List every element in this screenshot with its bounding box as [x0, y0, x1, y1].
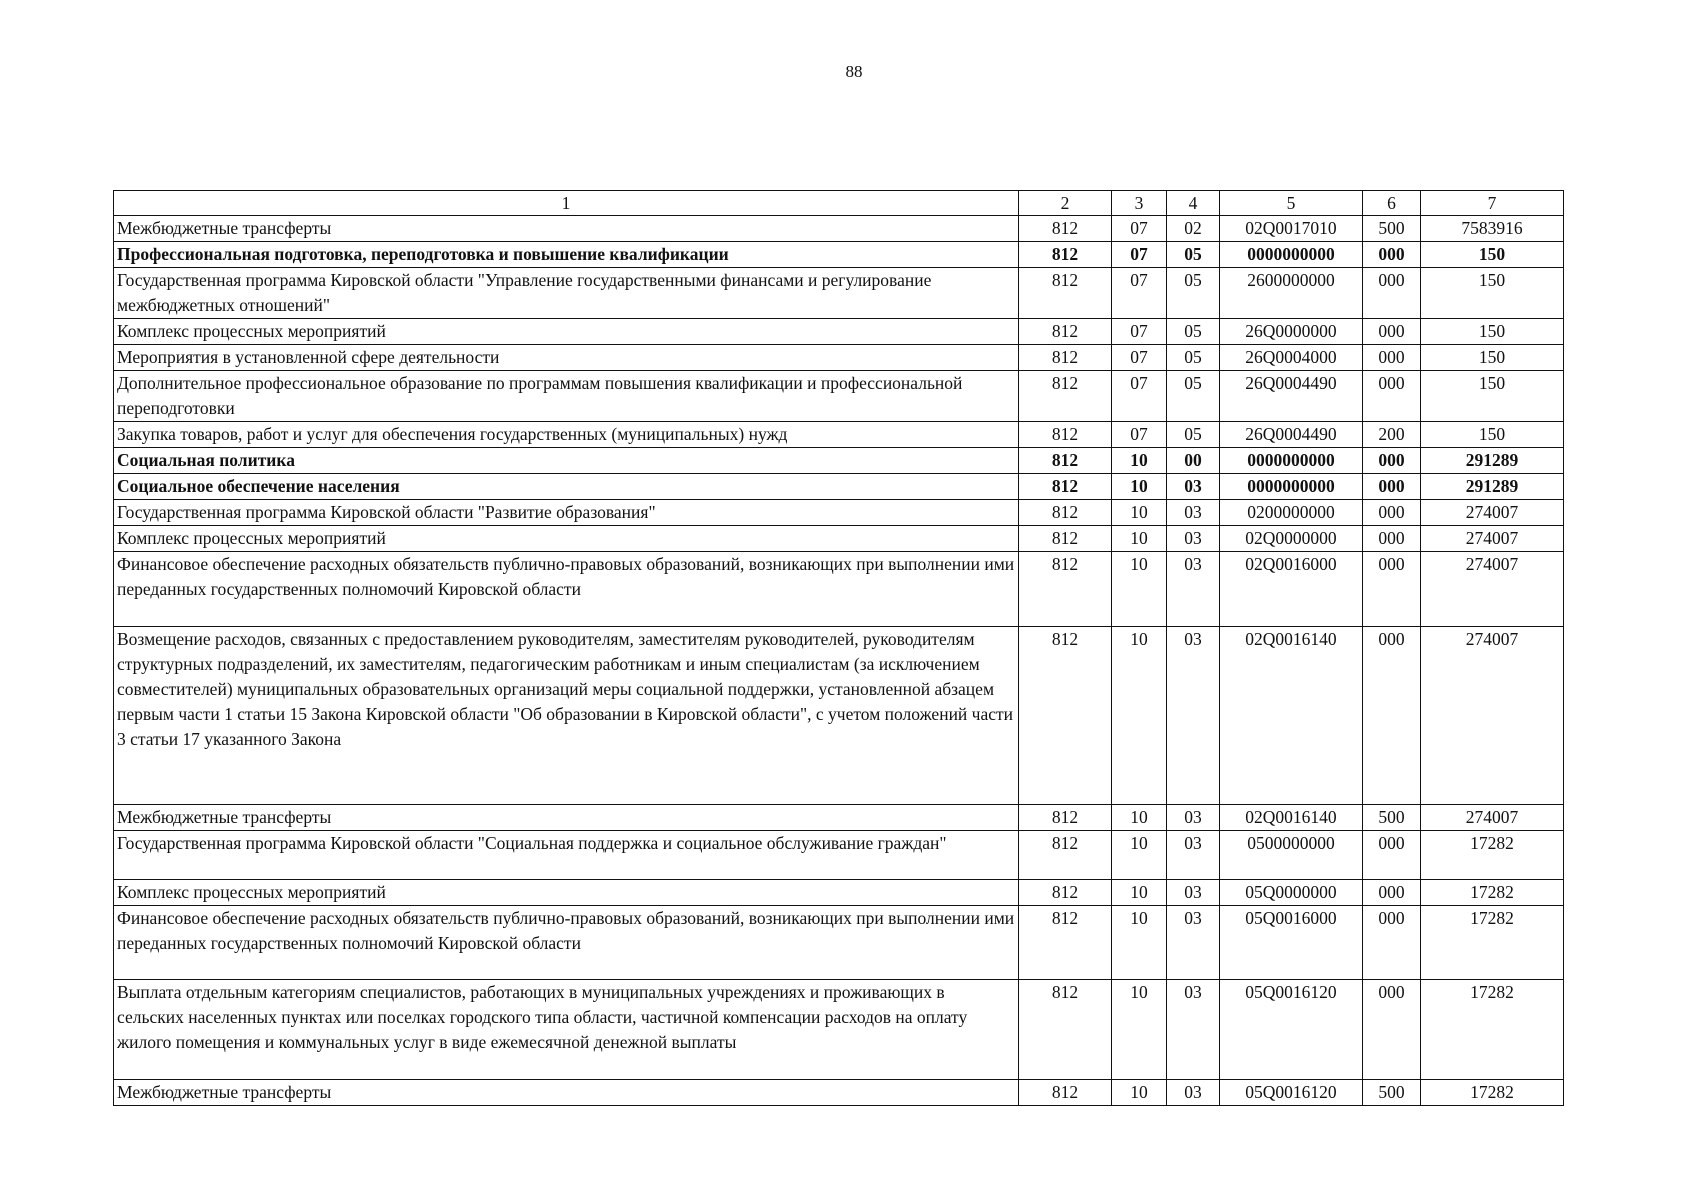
row-code-5-cell: 02Q0016000 — [1220, 552, 1363, 627]
row-code-2-cell: 812 — [1019, 345, 1112, 371]
row-code-5-cell: 05Q0016120 — [1220, 980, 1363, 1080]
row-code-4-cell: 05 — [1167, 371, 1220, 422]
row-code-5-cell: 26Q0000000 — [1220, 319, 1363, 345]
row-name-cell: Государственная программа Кировской области "Управление государственными финансами и регулирование межбюджетных отношений" — [114, 268, 1019, 319]
table-row — [114, 474, 1564, 500]
table-row — [114, 319, 1564, 345]
row-code-6-cell: 000 — [1363, 980, 1421, 1080]
row-code-4-cell: 03 — [1167, 474, 1220, 500]
row-code-2-cell: 812 — [1019, 831, 1112, 880]
row-name-cell: Комплекс процессных мероприятий — [114, 880, 1019, 906]
row-code-3-cell: 10 — [1112, 980, 1167, 1080]
row-code-3-cell: 10 — [1112, 805, 1167, 831]
header-col-1: 1 — [114, 191, 1019, 216]
row-code-3-cell: 07 — [1112, 422, 1167, 448]
row-amount-cell: 274007 — [1421, 500, 1564, 526]
row-code-3-cell: 07 — [1112, 242, 1167, 268]
row-code-6-cell: 000 — [1363, 371, 1421, 422]
row-code-6-cell: 500 — [1363, 1080, 1421, 1106]
row-name-cell: Дополнительное профессиональное образование по программам повышения квалификации и профессиональной переподготовки — [114, 371, 1019, 422]
row-amount-cell: 274007 — [1421, 627, 1564, 805]
row-code-5-cell: 02Q0016140 — [1220, 627, 1363, 805]
row-code-2-cell: 812 — [1019, 448, 1112, 474]
row-code-4-cell: 00 — [1167, 448, 1220, 474]
row-name-cell: Комплекс процессных мероприятий — [114, 319, 1019, 345]
row-code-2-cell: 812 — [1019, 880, 1112, 906]
table-row — [114, 906, 1564, 980]
row-code-4-cell: 03 — [1167, 500, 1220, 526]
row-code-3-cell: 07 — [1112, 345, 1167, 371]
row-code-6-cell: 200 — [1363, 422, 1421, 448]
row-code-3-cell: 07 — [1112, 319, 1167, 345]
row-name-cell: Комплекс процессных мероприятий — [114, 526, 1019, 552]
row-code-2-cell: 812 — [1019, 242, 1112, 268]
table-row — [114, 880, 1564, 906]
table-row — [114, 345, 1564, 371]
row-amount-cell: 17282 — [1421, 906, 1564, 980]
table-row — [114, 500, 1564, 526]
row-code-3-cell: 10 — [1112, 448, 1167, 474]
row-code-3-cell: 10 — [1112, 831, 1167, 880]
row-amount-cell: 150 — [1421, 422, 1564, 448]
row-name-cell: Мероприятия в установленной сфере деятельности — [114, 345, 1019, 371]
row-code-6-cell: 000 — [1363, 268, 1421, 319]
row-name-cell: Возмещение расходов, связанных с предоставлением руководителям, заместителям руководителей, руководителям структурных подразделений, их заместителям, педагогическим работникам и иным специалистам (за исключением совместителей) муниципальных образовательных организаций меры социальной поддержки, установленной абзацем первым части 1 статьи 15 Закона Кировской области "Об образовании в Кировской области", с учетом положений части 3 статьи 17 указанного Закона — [114, 627, 1019, 805]
row-name-cell: Социальная политика — [114, 448, 1019, 474]
row-code-6-cell: 000 — [1363, 474, 1421, 500]
row-code-3-cell: 10 — [1112, 1080, 1167, 1106]
row-code-5-cell: 05Q0016120 — [1220, 1080, 1363, 1106]
row-code-6-cell: 000 — [1363, 627, 1421, 805]
row-code-5-cell: 05Q0016000 — [1220, 906, 1363, 980]
row-amount-cell: 291289 — [1421, 474, 1564, 500]
table-row — [114, 805, 1564, 831]
row-code-2-cell: 812 — [1019, 371, 1112, 422]
row-code-5-cell: 0500000000 — [1220, 831, 1363, 880]
row-name-cell: Межбюджетные трансферты — [114, 1080, 1019, 1106]
row-amount-cell: 150 — [1421, 345, 1564, 371]
row-code-4-cell: 03 — [1167, 906, 1220, 980]
row-code-4-cell: 03 — [1167, 980, 1220, 1080]
row-name-cell: Межбюджетные трансферты — [114, 805, 1019, 831]
row-code-4-cell: 05 — [1167, 268, 1220, 319]
row-code-6-cell: 000 — [1363, 345, 1421, 371]
table-row — [114, 980, 1564, 1080]
header-col-6: 6 — [1363, 191, 1421, 216]
row-code-6-cell: 000 — [1363, 242, 1421, 268]
row-code-6-cell: 000 — [1363, 880, 1421, 906]
row-code-3-cell: 10 — [1112, 552, 1167, 627]
row-code-3-cell: 10 — [1112, 526, 1167, 552]
row-code-5-cell: 0200000000 — [1220, 500, 1363, 526]
row-name-cell: Государственная программа Кировской области "Социальная поддержка и социальное обслуживание граждан" — [114, 831, 1019, 880]
row-name-cell: Социальное обеспечение населения — [114, 474, 1019, 500]
row-amount-cell: 150 — [1421, 319, 1564, 345]
row-amount-cell: 274007 — [1421, 552, 1564, 627]
row-code-6-cell: 500 — [1363, 216, 1421, 242]
row-amount-cell: 291289 — [1421, 448, 1564, 474]
row-name-cell: Государственная программа Кировской области "Развитие образования" — [114, 500, 1019, 526]
table-row — [114, 627, 1564, 805]
table-row — [114, 1080, 1564, 1106]
row-code-5-cell: 02Q0000000 — [1220, 526, 1363, 552]
row-code-5-cell: 26Q0004490 — [1220, 371, 1363, 422]
row-code-2-cell: 812 — [1019, 980, 1112, 1080]
header-col-2: 2 — [1019, 191, 1112, 216]
row-code-4-cell: 03 — [1167, 526, 1220, 552]
row-code-4-cell: 03 — [1167, 1080, 1220, 1106]
row-code-4-cell: 03 — [1167, 831, 1220, 880]
table-row — [114, 422, 1564, 448]
row-code-3-cell: 07 — [1112, 268, 1167, 319]
header-col-3: 3 — [1112, 191, 1167, 216]
row-code-2-cell: 812 — [1019, 627, 1112, 805]
row-name-cell: Финансовое обеспечение расходных обязательств публично-правовых образований, возникающих при выполнении ими переданных государственных полномочий Кировской области — [114, 906, 1019, 980]
row-code-4-cell: 03 — [1167, 627, 1220, 805]
row-amount-cell: 17282 — [1421, 880, 1564, 906]
row-code-3-cell: 10 — [1112, 627, 1167, 805]
table-row — [114, 216, 1564, 242]
row-code-2-cell: 812 — [1019, 552, 1112, 627]
row-code-5-cell: 0000000000 — [1220, 474, 1363, 500]
row-code-6-cell: 000 — [1363, 319, 1421, 345]
table-row — [114, 831, 1564, 880]
table-row — [114, 552, 1564, 627]
row-code-6-cell: 000 — [1363, 552, 1421, 627]
row-code-6-cell: 000 — [1363, 500, 1421, 526]
row-name-cell: Выплата отдельным категориям специалистов, работающих в муниципальных учреждениях и проживающих в сельских населенных пунктах или поселках городского типа области, частичной компенсации расходов на оплату жилого помещения и коммунальных услуг в виде ежемесячной денежной выплаты — [114, 980, 1019, 1080]
row-amount-cell: 17282 — [1421, 1080, 1564, 1106]
row-code-5-cell: 0000000000 — [1220, 448, 1363, 474]
row-code-5-cell: 02Q0017010 — [1220, 216, 1363, 242]
row-amount-cell: 150 — [1421, 268, 1564, 319]
row-code-4-cell: 05 — [1167, 242, 1220, 268]
row-code-2-cell: 812 — [1019, 319, 1112, 345]
row-code-6-cell: 000 — [1363, 526, 1421, 552]
table-row — [114, 242, 1564, 268]
row-code-6-cell: 000 — [1363, 831, 1421, 880]
row-code-2-cell: 812 — [1019, 422, 1112, 448]
header-col-5: 5 — [1220, 191, 1363, 216]
row-code-6-cell: 000 — [1363, 448, 1421, 474]
row-code-3-cell: 07 — [1112, 371, 1167, 422]
row-code-4-cell: 03 — [1167, 552, 1220, 627]
row-code-4-cell: 05 — [1167, 345, 1220, 371]
row-code-5-cell: 26Q0004490 — [1220, 422, 1363, 448]
row-code-4-cell: 05 — [1167, 422, 1220, 448]
row-code-6-cell: 500 — [1363, 805, 1421, 831]
table-row — [114, 448, 1564, 474]
row-code-4-cell: 05 — [1167, 319, 1220, 345]
row-code-2-cell: 812 — [1019, 268, 1112, 319]
row-code-5-cell: 02Q0016140 — [1220, 805, 1363, 831]
row-code-2-cell: 812 — [1019, 500, 1112, 526]
row-amount-cell: 274007 — [1421, 526, 1564, 552]
budget-table — [113, 190, 1564, 1106]
row-name-cell: Межбюджетные трансферты — [114, 216, 1019, 242]
row-amount-cell: 150 — [1421, 371, 1564, 422]
row-code-5-cell: 2600000000 — [1220, 268, 1363, 319]
row-amount-cell: 274007 — [1421, 805, 1564, 831]
row-code-5-cell: 05Q0000000 — [1220, 880, 1363, 906]
row-code-5-cell: 26Q0004000 — [1220, 345, 1363, 371]
row-code-2-cell: 812 — [1019, 474, 1112, 500]
row-code-3-cell: 10 — [1112, 500, 1167, 526]
row-code-5-cell: 0000000000 — [1220, 242, 1363, 268]
row-code-6-cell: 000 — [1363, 906, 1421, 980]
table-header-row — [114, 191, 1564, 216]
page-number: 88 — [845, 62, 863, 81]
table-body — [114, 216, 1564, 1106]
row-amount-cell: 7583916 — [1421, 216, 1564, 242]
row-code-3-cell: 10 — [1112, 474, 1167, 500]
row-code-3-cell: 07 — [1112, 216, 1167, 242]
row-amount-cell: 17282 — [1421, 980, 1564, 1080]
header-col-7: 7 — [1421, 191, 1564, 216]
row-name-cell: Закупка товаров, работ и услуг для обеспечения государственных (муниципальных) нужд — [114, 422, 1019, 448]
table-row — [114, 268, 1564, 319]
row-code-4-cell: 03 — [1167, 880, 1220, 906]
row-name-cell: Профессиональная подготовка, переподготовка и повышение квалификации — [114, 242, 1019, 268]
row-name-cell: Финансовое обеспечение расходных обязательств публично-правовых образований, возникающих при выполнении ими переданных государственных полномочий Кировской области — [114, 552, 1019, 627]
header-col-4: 4 — [1167, 191, 1220, 216]
row-code-2-cell: 812 — [1019, 906, 1112, 980]
row-code-2-cell: 812 — [1019, 216, 1112, 242]
row-amount-cell: 17282 — [1421, 831, 1564, 880]
row-code-3-cell: 10 — [1112, 906, 1167, 980]
row-code-2-cell: 812 — [1019, 526, 1112, 552]
table-row — [114, 371, 1564, 422]
table-row — [114, 526, 1564, 552]
row-amount-cell: 150 — [1421, 242, 1564, 268]
row-code-4-cell: 03 — [1167, 805, 1220, 831]
row-code-2-cell: 812 — [1019, 1080, 1112, 1106]
row-code-3-cell: 10 — [1112, 880, 1167, 906]
row-code-4-cell: 02 — [1167, 216, 1220, 242]
row-code-2-cell: 812 — [1019, 805, 1112, 831]
